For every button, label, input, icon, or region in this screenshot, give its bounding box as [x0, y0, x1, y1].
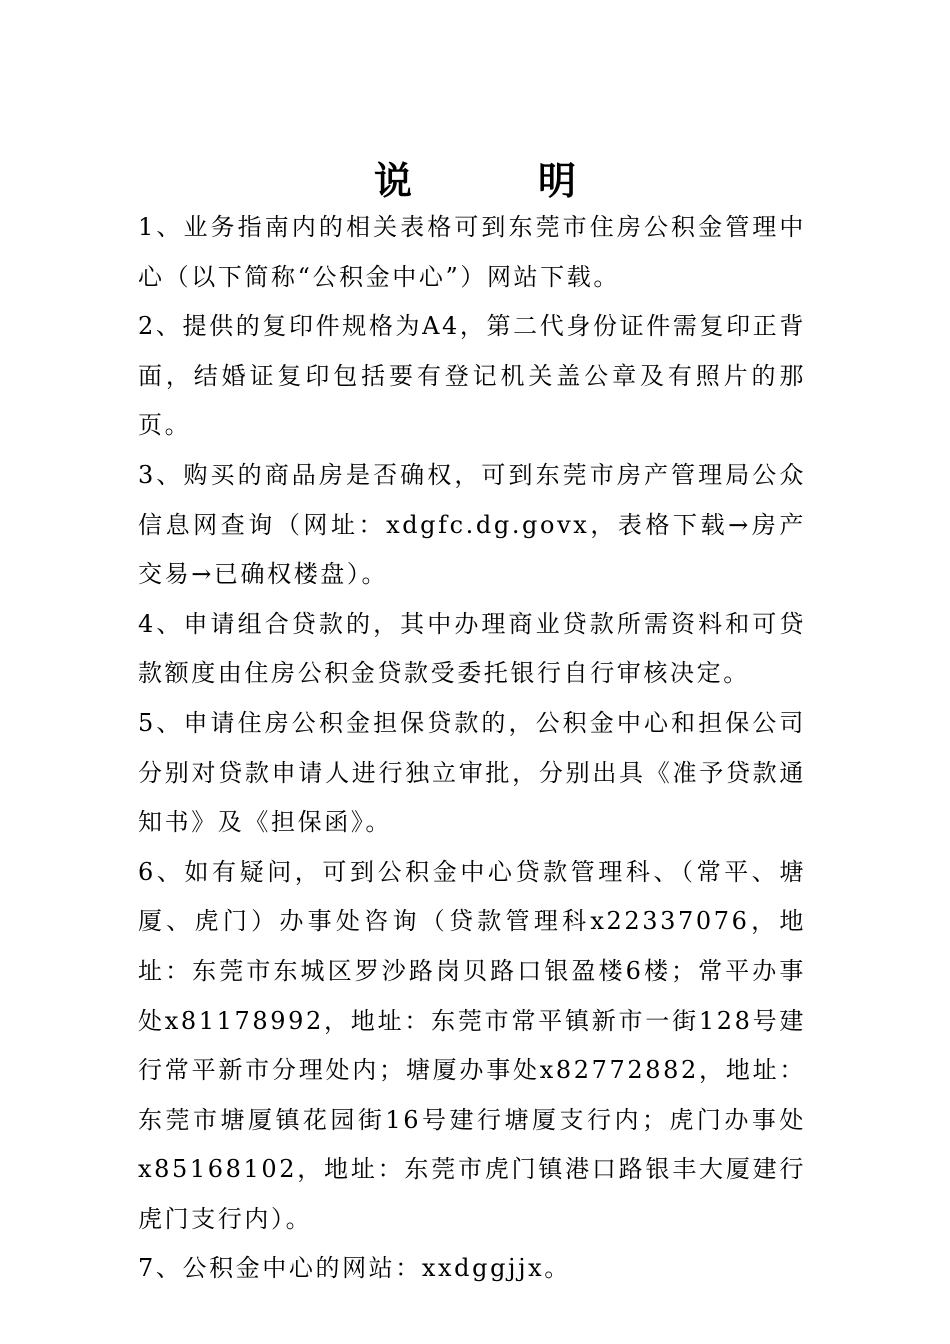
- note-item-4: 4、申请组合贷款的，其中办理商业贷款所需资料和可贷款额度由住房公积金贷款受委托银行自行审核决定。: [138, 609, 806, 688]
- note-item-7: 7、公积金中心的网站：xxdggjjx。: [138, 1254, 571, 1283]
- note-item-2: 2、提供的复印件规格为A4，第二代身份证件需复印正背面，结婚证复印包括要有登记机关盖公章及有照片的那页。: [138, 312, 806, 440]
- page-title: 说 明: [373, 158, 620, 203]
- note-item-5: 5、申请住房公积金担保贷款的，公积金中心和担保公司分别对贷款申请人进行独立审批，分别出具《准予贷款通知书》及《担保函》。: [138, 708, 806, 837]
- note-item-3: 3、购买的商品房是否确权，可到东莞市房产管理局公众信息网查询（网址：xdgfc.dg.govx，表格下载→房产交易→已确权楼盘）。: [138, 460, 806, 589]
- note-item-1: 1、业务指南内的相关表格可到东莞市住房公积金管理中心（以下简称“公积金中心”）网站下载。: [138, 213, 806, 291]
- note-item-6: 6、如有疑问，可到公积金中心贷款管理科、（常平、塘厦、虎门）办事处咨询（贷款管理科x22337076，地址：东莞市东城区罗沙路岗贝路口银盈楼6楼；常平办事处x81178992，地址：东莞市常平镇新市一街128号建行常平新市分理处内；塘厦办事处x82772882，地址：东莞市塘厦镇花园街16号建行塘厦支行内；虎门办事处x85168102，地址：东莞市虎门镇港口路银丰大厦建行虎门支行内）。: [138, 857, 806, 1233]
- notes-list: [138, 203, 806, 1294]
